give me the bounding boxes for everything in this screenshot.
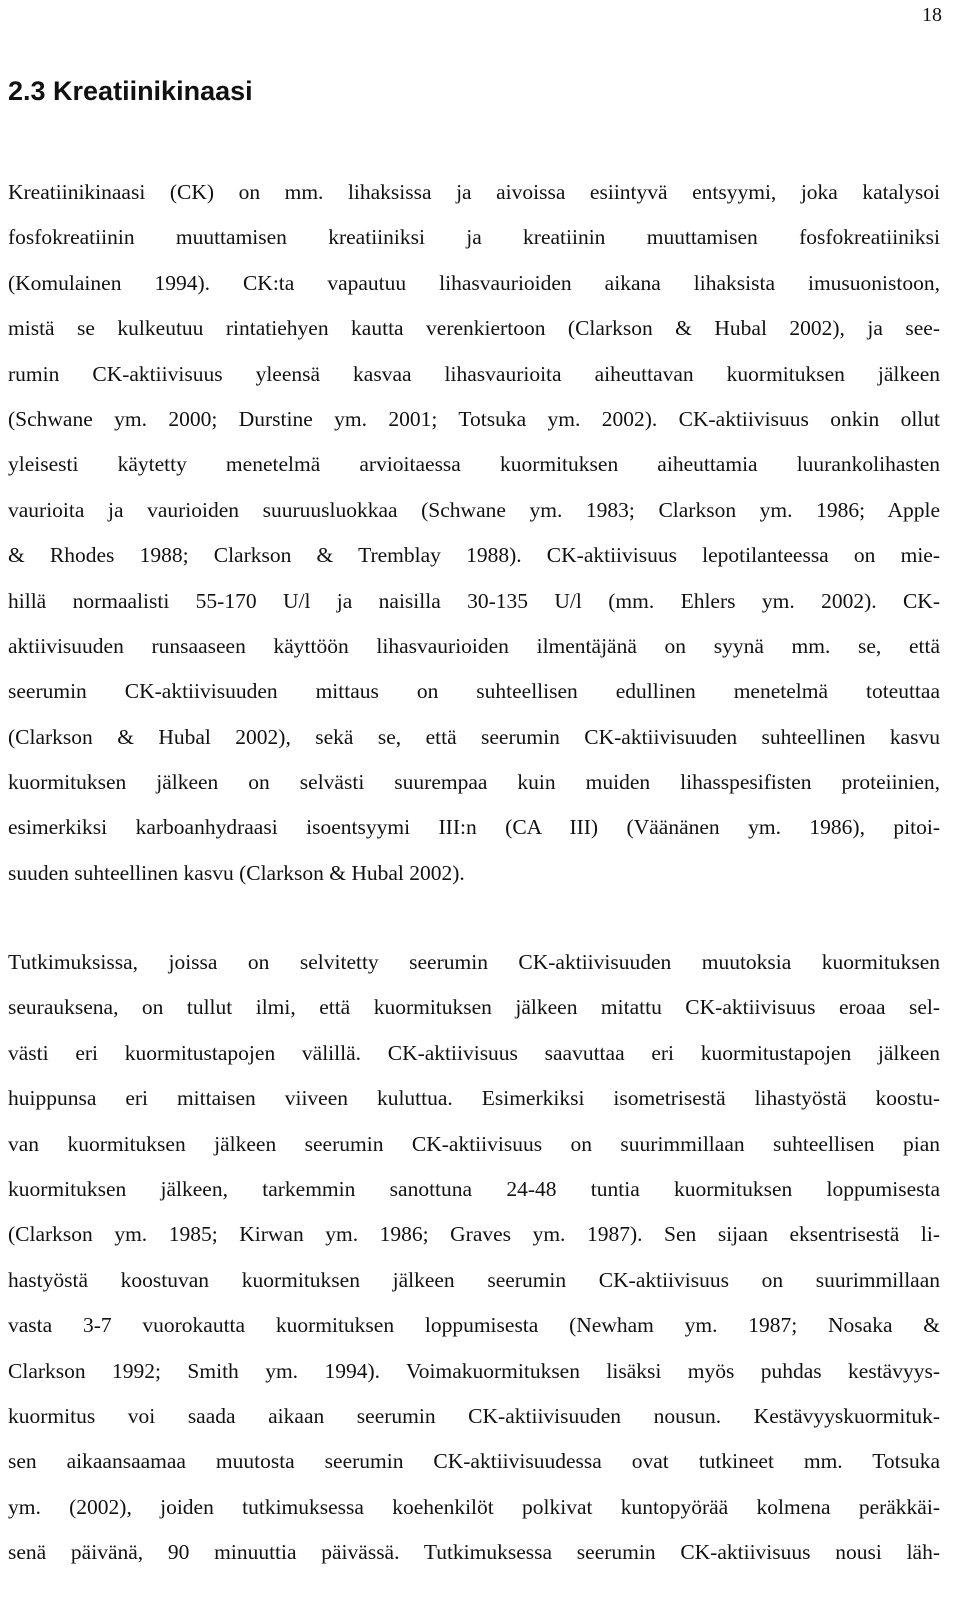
text-line: aktiivisuuden runsaaseen käyttöön lihasvaurioiden ilmentäjänä on syynä mm. se, että: [8, 633, 940, 658]
text-line: huippunsa eri mittaisen viiveen kuluttua. Esimerkiksi isometrisestä lihastyöstä koostu-: [8, 1086, 940, 1111]
text-line: (Clarkson & Hubal 2002), sekä se, että seerumin CK-aktiivisuuden suhteellinen kasvu: [8, 724, 940, 749]
text-line: seerumin CK-aktiivisuuden mittaus on suhteellisen edullinen menetelmä toteuttaa: [8, 679, 940, 704]
text-line: van kuormituksen jälkeen seerumin CK-aktiivisuus on suurimmillaan suhteellisen pian: [8, 1131, 940, 1156]
text-line: fosfokreatiinin muuttamisen kreatiiniksi ja kreatiinin muuttamisen fosfokreatiiniksi: [8, 225, 940, 250]
page-number: 18: [922, 4, 942, 26]
text-line: (Clarkson ym. 1985; Kirwan ym. 1986; Graves ym. 1987). Sen sijaan eksentrisestä li-: [8, 1222, 940, 1247]
text-line: vaurioita ja vaurioiden suuruusluokkaa (Schwane ym. 1983; Clarkson ym. 1986; Apple: [8, 497, 940, 522]
text-line: esimerkiksi karboanhydraasi isoentsyymi III:n (CA III) (Väänänen ym. 1986), pitoi-: [8, 815, 940, 840]
paragraph-kreatiinikinaasi-intro: [8, 170, 940, 896]
text-line: Kreatiinikinaasi (CK) on mm. lihaksissa ja aivoissa esiintyvä entsyymi, joka katalysoi: [8, 180, 940, 204]
text-line: (Schwane ym. 2000; Durstine ym. 2001; Totsuka ym. 2002). CK-aktiivisuus onkin ollut: [8, 406, 940, 431]
paragraph-ck-studies: [8, 940, 940, 1575]
text-line: kuormituksen jälkeen on selvästi suurempaa kuin muiden lihasspesifisten proteiinien,: [8, 770, 940, 795]
text-line: Tutkimuksissa, joissa on selvitetty seerumin CK-aktiivisuuden muutoksia kuormituksen: [8, 950, 940, 974]
text-line: rumin CK-aktiivisuus yleensä kasvaa lihasvaurioita aiheuttavan kuormituksen jälkeen: [8, 361, 940, 386]
text-line: vasta 3-7 vuorokautta kuormituksen loppumisesta (Newham ym. 1987; Nosaka &: [8, 1313, 940, 1338]
text-line: mistä se kulkeutuu rintatiehyen kautta verenkiertoon (Clarkson & Hubal 2002), ja see-: [8, 316, 940, 341]
text-line: hastyöstä koostuvan kuormituksen jälkeen seerumin CK-aktiivisuus on suurimmillaan: [8, 1267, 940, 1292]
text-line: ym. (2002), joiden tutkimuksessa koehenkilöt polkivat kuntopyörää kolmena peräkkäi-: [8, 1494, 940, 1519]
text-line: seurauksena, on tullut ilmi, että kuormituksen jälkeen mitattu CK-aktiivisuus eroaa sel-: [8, 995, 940, 1020]
text-line: Clarkson 1992; Smith ym. 1994). Voimakuormituksen lisäksi myös puhdas kestävyys-: [8, 1358, 940, 1383]
text-line: yleisesti käytetty menetelmä arvioitaessa kuormituksen aiheuttamia luurankolihasten: [8, 452, 940, 477]
text-line: kuormitus voi saada aikaan seerumin CK-aktiivisuuden nousun. Kestävyyskuormituk-: [8, 1403, 940, 1428]
text-line: västi eri kuormitustapojen välillä. CK-aktiivisuus saavuttaa eri kuormitustapojen jälkeen: [8, 1040, 940, 1065]
text-line: sen aikaansaamaa muutosta seerumin CK-aktiivisuudessa ovat tutkineet mm. Totsuka: [8, 1449, 940, 1474]
text-line: senä päivänä, 90 minuuttia päivässä. Tutkimuksessa seerumin CK-aktiivisuus nousi läh-: [8, 1540, 940, 1565]
text-line: (Komulainen 1994). CK:ta vapautuu lihasvaurioiden aikana lihaksista imusuonistoon,: [8, 270, 940, 295]
text-line: & Rhodes 1988; Clarkson & Tremblay 1988). CK-aktiivisuus lepotilanteessa on mie-: [8, 543, 940, 568]
text-line: kuormituksen jälkeen, tarkemmin sanottuna 24-48 tuntia kuormituksen loppumisesta: [8, 1176, 940, 1201]
section-heading: 2.3 Kreatiinikinaasi: [8, 76, 253, 106]
text-line: hillä normaalisti 55-170 U/l ja naisilla 30-135 U/l (mm. Ehlers ym. 2002). CK-: [8, 588, 940, 613]
text-line: suuden suhteellinen kasvu (Clarkson & Hubal 2002).: [8, 860, 465, 885]
